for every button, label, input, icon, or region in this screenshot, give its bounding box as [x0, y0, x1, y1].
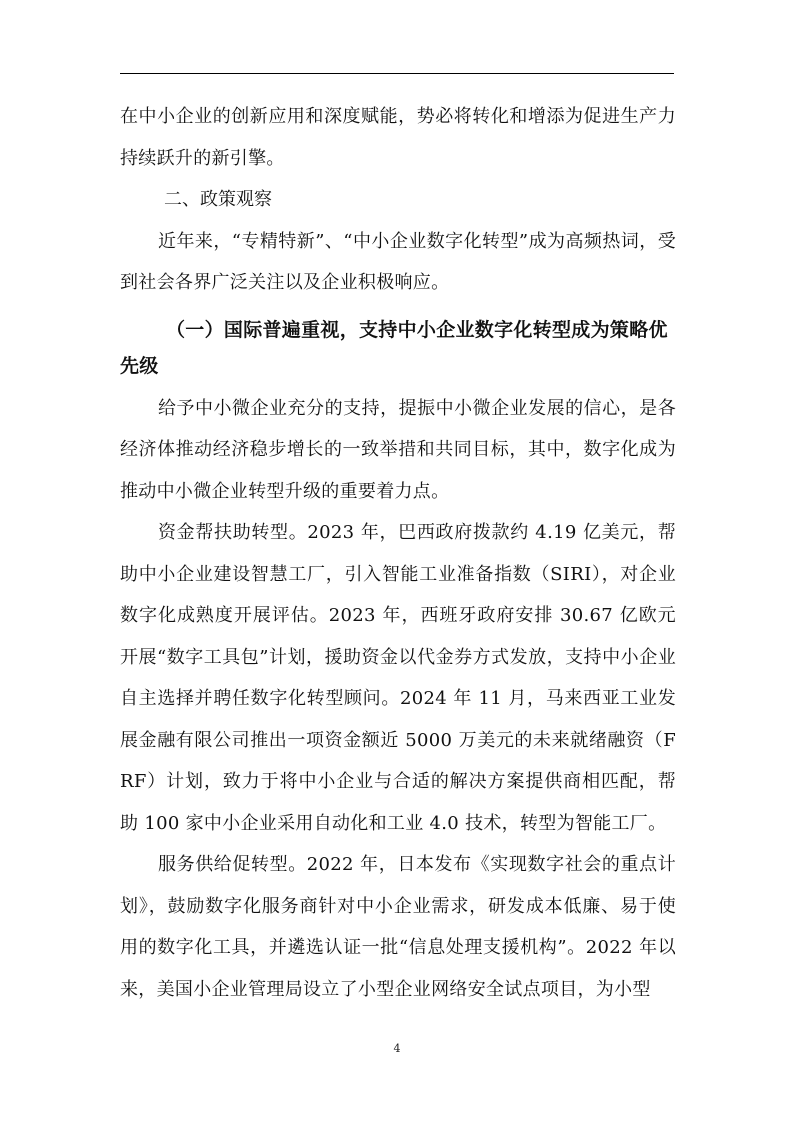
page-number: 4: [393, 1042, 401, 1055]
paragraph-continuation: 在中小企业的创新应用和深度赋能，势必将转化和增添为促进生产力持续跃升的新引擎。: [120, 106, 676, 169]
document-body: [120, 96, 676, 1010]
paragraph-support: 给予中小微企业充分的支持，提振中小微企业发展的信心，是各经济体推动经济稳步增长的一致举措和共同目标，其中，数字化成为推动中小微企业转型升级的重要着力点。: [120, 397, 676, 502]
paragraph-services: 服务供给促转型。2022 年，日本发布《实现数字社会的重点计划》，鼓励数字化服务商针对中小企业需求，研发成本低廉、易于使用的数字化工具，并遴选认证一批“信息处理支援机构”。2022 年以来，美国小企业管理局设立了小型企业网络安全试点项目，为小型: [120, 854, 676, 1000]
paragraph-funding: 资金帮扶助转型。2023 年，巴西政府拨款约 4.19 亿美元，帮助中小企业建设智慧工厂，引入智能工业准备指数（SIRI），对企业数字化成熟度开展评估。2023 年，西班牙政府安排 30.67 亿欧元开展“数字工具包”计划，援助资金以代金券方式发放，支持中小企业自主选择并聘任数字化转型顾问。2024 年 11 月，马来西亚工业发展金融有限公司推出一项资金额近 5000 万美元的未来就绪融资（FRF）计划，致力于将中小企业与合适的解决方案提供商相匹配，帮助 100 家中小企业采用自动化和工业 4.0 技术，转型为智能工厂。: [120, 522, 676, 834]
section-heading-policy-observation: 二、政策观察: [164, 189, 272, 210]
paragraph-intro: 近年来，“专精特新”、“中小企业数字化转型”成为高频热词，受到社会各界广泛关注以及企业积极响应。: [120, 230, 676, 293]
header-rule: [120, 73, 674, 74]
subsection-heading-international: （一）国际普遍重视，支持中小企业数字化转型成为策略优先级: [120, 318, 668, 377]
